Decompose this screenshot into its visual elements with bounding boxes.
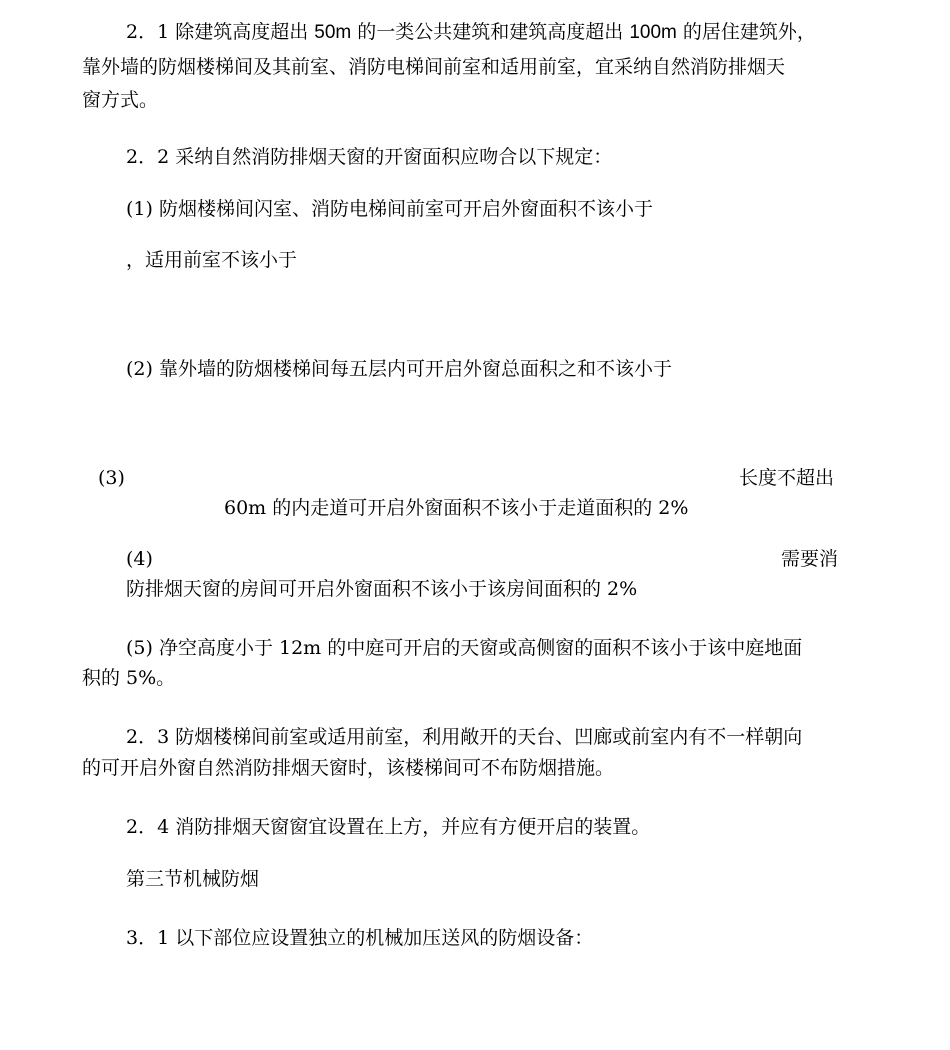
paragraph-2-3-line-1: 2．3 防烟楼梯间前室或适用前室，利用敞开的天台、凹廊或前室内有不一样朝向 — [126, 726, 803, 748]
item-3-label: (3) — [98, 467, 125, 489]
item-4-label: (4) — [126, 548, 153, 570]
paragraph-2-4: 2．4 消防排烟天窗窗宜设置在上方，并应有方便开启的装置。 — [126, 816, 651, 838]
item-2: (2) 靠外墙的防烟楼梯间每五层内可开启外窗总面积之和不该小于 — [126, 358, 672, 380]
item-4-line-2: 防排烟天窗的房间可开启外窗面积不该小于该房间面积的 2% — [126, 578, 638, 600]
item-3-right-text: 长度不超出 — [738, 467, 834, 489]
paragraph-2-1-line-3: 窗方式。 — [82, 89, 159, 111]
paragraph-2-1-middle: 的一类公共建筑和建筑高度超出 — [351, 21, 630, 43]
paragraph-2-1-prefix: 2．1 除建筑高度超出 — [126, 21, 315, 43]
paragraph-2-1-line-1 — [126, 20, 816, 44]
item-1-line-2: ，适用前室不该小于 — [126, 249, 298, 271]
paragraph-2-1-suffix: 的居住建筑外， — [676, 21, 816, 43]
paragraph-2-1-line-2: 靠外墙的防烟楼梯间及其前室、消防电梯间前室和适用前室，宜采纳自然消防排烟天 — [82, 56, 786, 78]
paragraph-2-1-height-50m: 50m — [314, 22, 352, 43]
paragraph-2-2: 2．2 采纳自然消防排烟天窗的开窗面积应吻合以下规定： — [126, 146, 613, 168]
item-1-line-1: (1) 防烟楼梯间闪室、消防电梯间前室可开启外窗面积不该小于 — [126, 198, 653, 220]
paragraph-3-1: 3．1 以下部位应设置独立的机械加压送风的防烟设备： — [126, 927, 594, 949]
item-5-line-1: (5) 净空高度小于 12m 的中庭可开启的天窗或高侧窗的面积不该小于该中庭地面 — [126, 637, 803, 659]
item-4-right-text: 需要消 — [780, 548, 838, 570]
item-5-line-2: 积的 5%。 — [82, 667, 176, 689]
paragraph-2-3-line-2: 的可开启外窗自然消防排烟天窗时，该楼梯间可不布防烟措施。 — [82, 757, 615, 779]
paragraph-2-1-height-100m: 100m — [629, 22, 677, 43]
section-title: 第三节机械防烟 — [126, 868, 260, 890]
item-3-line-2: 60m 的内走道可开启外窗面积不该小于走道面积的 2% — [224, 497, 689, 519]
